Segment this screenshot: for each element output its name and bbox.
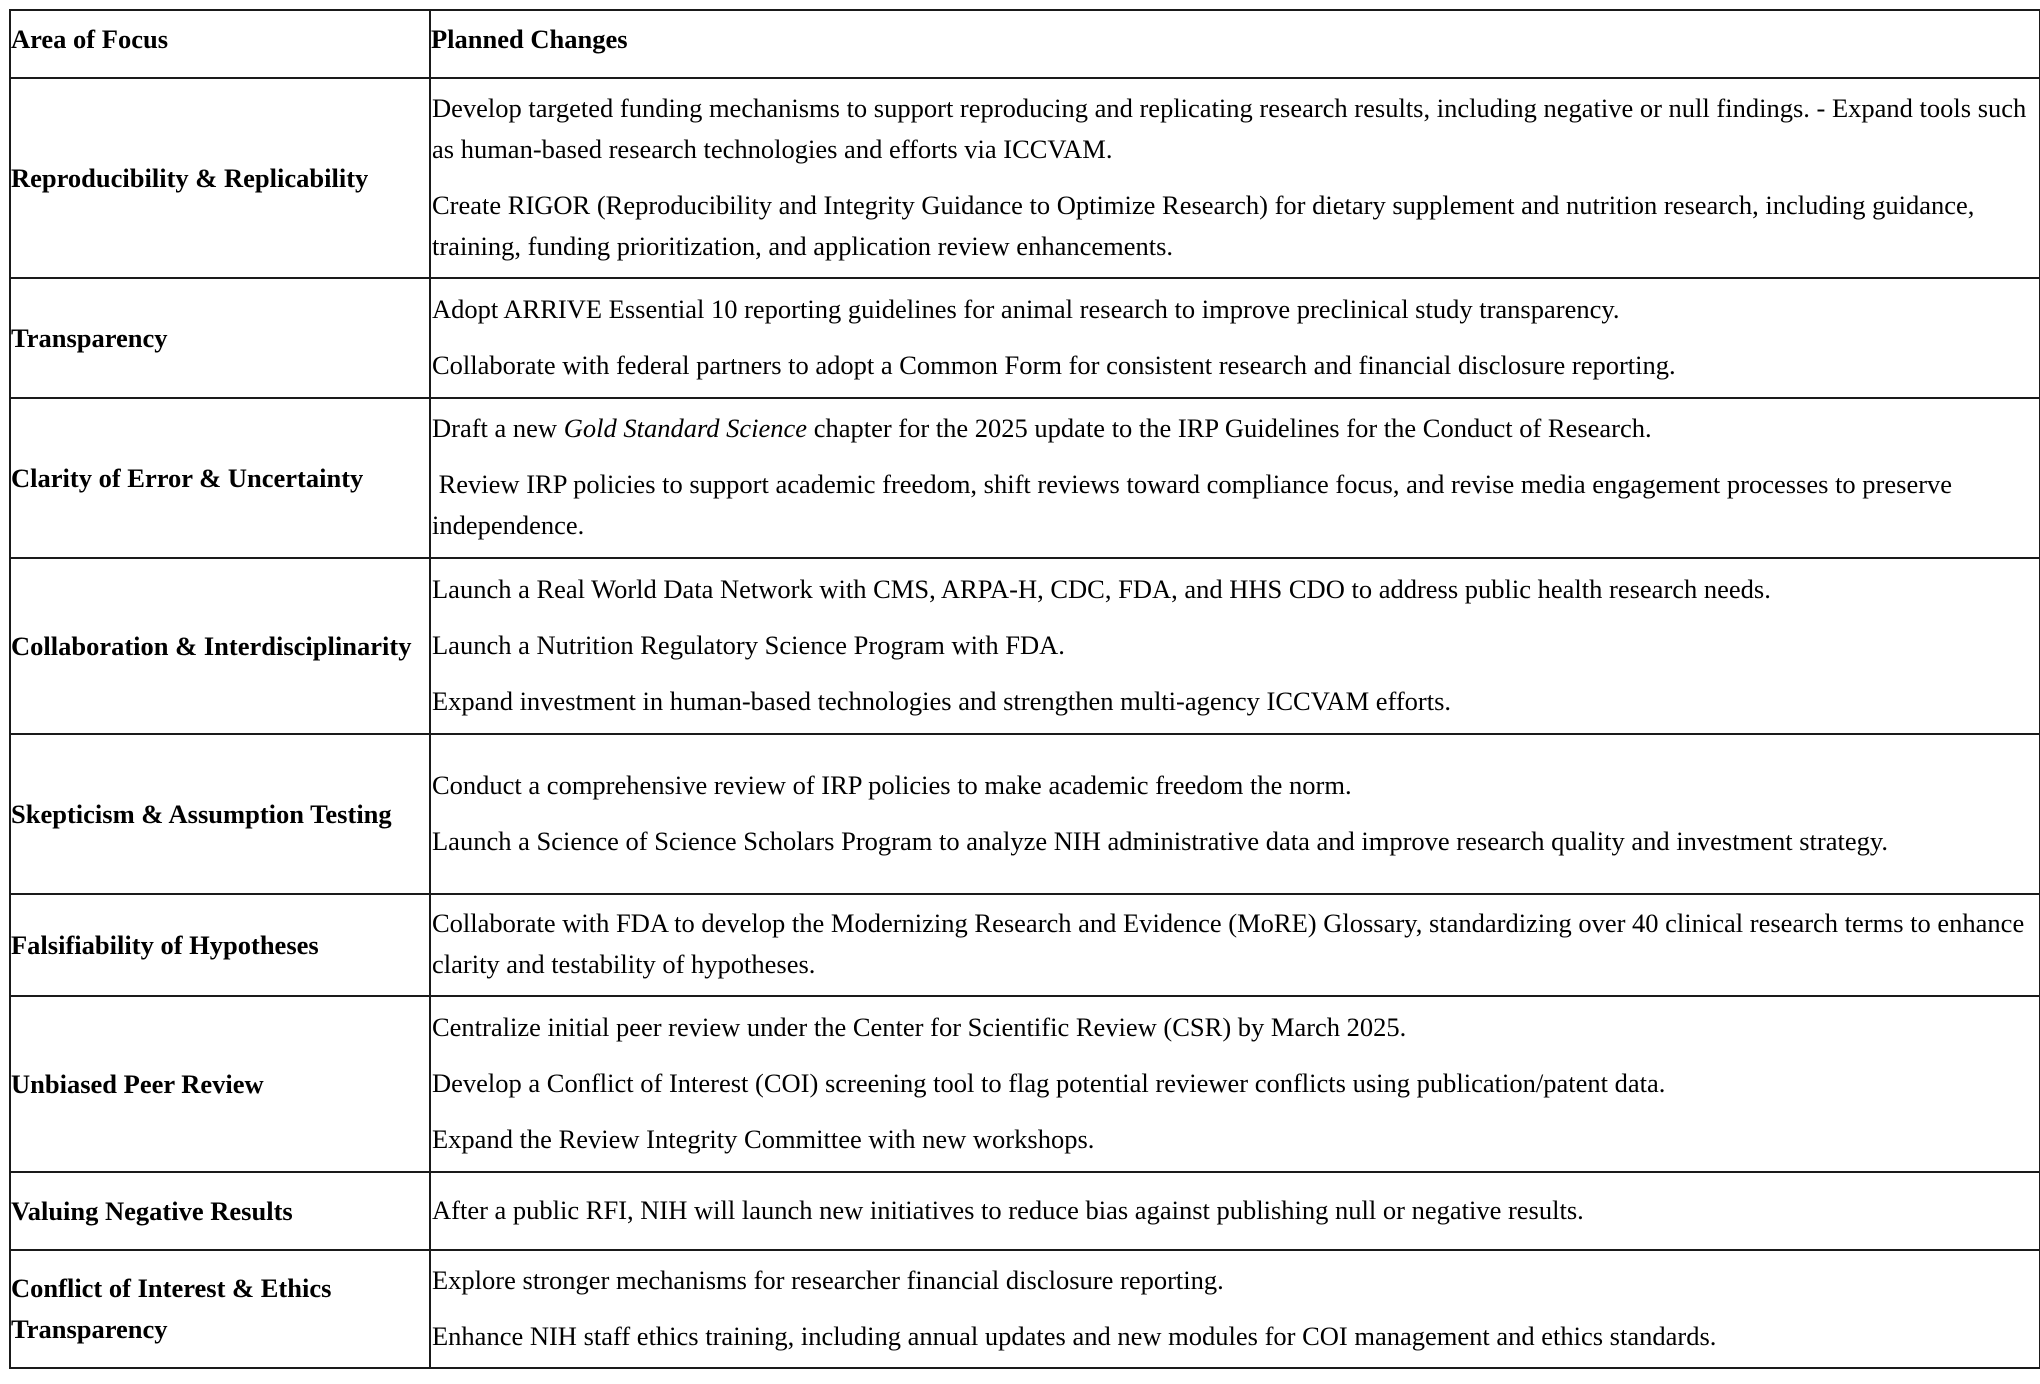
change-text: Adopt ARRIVE Essential 10 reporting guidelines for animal research to improve preclinical study transparency. bbox=[432, 293, 1620, 324]
change-text: After a public RFI, NIH will launch new initiatives to reduce bias against publishing null or negative results. bbox=[432, 1194, 1584, 1225]
change-text: Create RIGOR (Reproducibility and Integrity Guidance to Optimize Research) for dietary supplement and nutrition research, including guidance, training, funding prioritization, and application review enhancements. bbox=[432, 189, 1982, 261]
planned-change-item bbox=[432, 1316, 2031, 1357]
planned-change-item bbox=[432, 821, 2031, 862]
planned-changes-cell bbox=[430, 996, 2040, 1172]
planned-change-item bbox=[432, 625, 2031, 666]
planned-change-item bbox=[432, 569, 2031, 610]
change-text: Expand the Review Integrity Committee with new workshops. bbox=[432, 1123, 1095, 1154]
planned-changes-cell bbox=[430, 398, 2040, 558]
table-row bbox=[10, 894, 2040, 996]
change-text: Launch a Real World Data Network with CMS, ARPA-H, CDC, FDA, and HHS CDO to address public health research needs. bbox=[432, 573, 1771, 604]
table-row bbox=[10, 278, 2040, 398]
change-text: Draft a new bbox=[432, 413, 564, 443]
change-text: Expand investment in human-based technologies and strengthen multi-agency ICCVAM efforts. bbox=[432, 685, 1452, 716]
change-text: Develop targeted funding mechanisms to support reproducing and replicating research results, including negative or null findings. - Expand tools such as human-based research technologies and efforts via ICCVAM. bbox=[432, 92, 2033, 164]
table-row bbox=[10, 734, 2040, 894]
planned-change-item bbox=[432, 289, 2031, 330]
area-of-focus-cell: Valuing Negative Results bbox=[10, 1172, 430, 1250]
change-text: Develop a Conflict of Interest (COI) screening tool to flag potential reviewer conflicts using publication/patent data. bbox=[432, 1067, 1666, 1098]
planned-changes-cell bbox=[430, 1172, 2040, 1250]
planned-change-item bbox=[432, 903, 2031, 985]
planned-change-item bbox=[432, 1190, 2031, 1231]
column-header-planned-changes: Planned Changes bbox=[430, 10, 2040, 78]
table-row bbox=[10, 1172, 2040, 1250]
area-of-focus-cell: Unbiased Peer Review bbox=[10, 996, 430, 1172]
change-text: Launch a Nutrition Regulatory Science Program with FDA. bbox=[432, 629, 1065, 660]
planned-changes-cell bbox=[430, 894, 2040, 996]
area-of-focus-cell: Skepticism & Assumption Testing bbox=[10, 734, 430, 894]
change-text: chapter for the 2025 update to the IRP Guidelines for the Conduct of Research. bbox=[807, 413, 1652, 443]
change-text: Centralize initial peer review under the Center for Scientific Review (CSR) by March 2025. bbox=[432, 1011, 1407, 1042]
change-text: Collaborate with federal partners to adopt a Common Form for consistent research and financial disclosure reporting. bbox=[432, 349, 1676, 380]
change-text: Enhance NIH staff ethics training, including annual updates and new modules for COI management and ethics standards. bbox=[432, 1320, 1717, 1351]
area-of-focus-cell: Reproducibility & Replicability bbox=[10, 78, 430, 278]
change-text: Collaborate with FDA to develop the Modernizing Research and Evidence (MoRE) Glossary, standardizing over 40 clinical research terms to enhance clarity and testability of hypotheses. bbox=[432, 908, 2031, 979]
area-of-focus-cell: Falsifiability of Hypotheses bbox=[10, 894, 430, 996]
planned-change-item bbox=[432, 1063, 2031, 1104]
table-header-row bbox=[10, 10, 2040, 78]
planned-change-item bbox=[432, 408, 2031, 449]
column-header-area-of-focus: Area of Focus bbox=[10, 10, 430, 78]
planned-changes-cell bbox=[430, 278, 2040, 398]
planned-change-item bbox=[432, 765, 2031, 806]
planned-change-item bbox=[432, 1119, 2031, 1160]
planned-change-item bbox=[432, 88, 2031, 170]
area-of-focus-cell: Conflict of Interest & Ethics Transparency bbox=[10, 1250, 430, 1368]
planned-change-item bbox=[432, 185, 2031, 267]
planned-change-item bbox=[432, 345, 2031, 386]
planned-changes-cell bbox=[430, 78, 2040, 278]
planned-changes-cell bbox=[430, 558, 2040, 734]
table-row bbox=[10, 996, 2040, 1172]
table-row bbox=[10, 78, 2040, 278]
change-text: Conduct a comprehensive review of IRP policies to make academic freedom the norm. bbox=[432, 769, 1352, 800]
area-of-focus-cell: Transparency bbox=[10, 278, 430, 398]
planned-change-item bbox=[432, 681, 2031, 722]
table-row bbox=[10, 398, 2040, 558]
table-row bbox=[10, 558, 2040, 734]
planned-changes-cell bbox=[430, 734, 2040, 894]
change-text: Explore stronger mechanisms for researcher financial disclosure reporting. bbox=[432, 1264, 1224, 1295]
change-text: Launch a Science of Science Scholars Program to analyze NIH administrative data and improve research quality and investment strategy. bbox=[432, 825, 1888, 856]
change-text: Review IRP policies to support academic freedom, shift reviews toward compliance focus, and revise media engagement processes to preserve independence. bbox=[432, 469, 1959, 540]
area-of-focus-cell: Collaboration & Interdisciplinarity bbox=[10, 558, 430, 734]
planned-changes-cell bbox=[430, 1250, 2040, 1368]
planned-change-item bbox=[432, 464, 2031, 546]
table-row bbox=[10, 1250, 2040, 1368]
table-body bbox=[10, 78, 2040, 1368]
planned-change-item bbox=[432, 1260, 2031, 1301]
planned-changes-table bbox=[9, 9, 2040, 1369]
area-of-focus-cell: Clarity of Error & Uncertainty bbox=[10, 398, 430, 558]
planned-change-item bbox=[432, 1007, 2031, 1048]
change-emphasis-text: Gold Standard Science bbox=[563, 413, 808, 443]
